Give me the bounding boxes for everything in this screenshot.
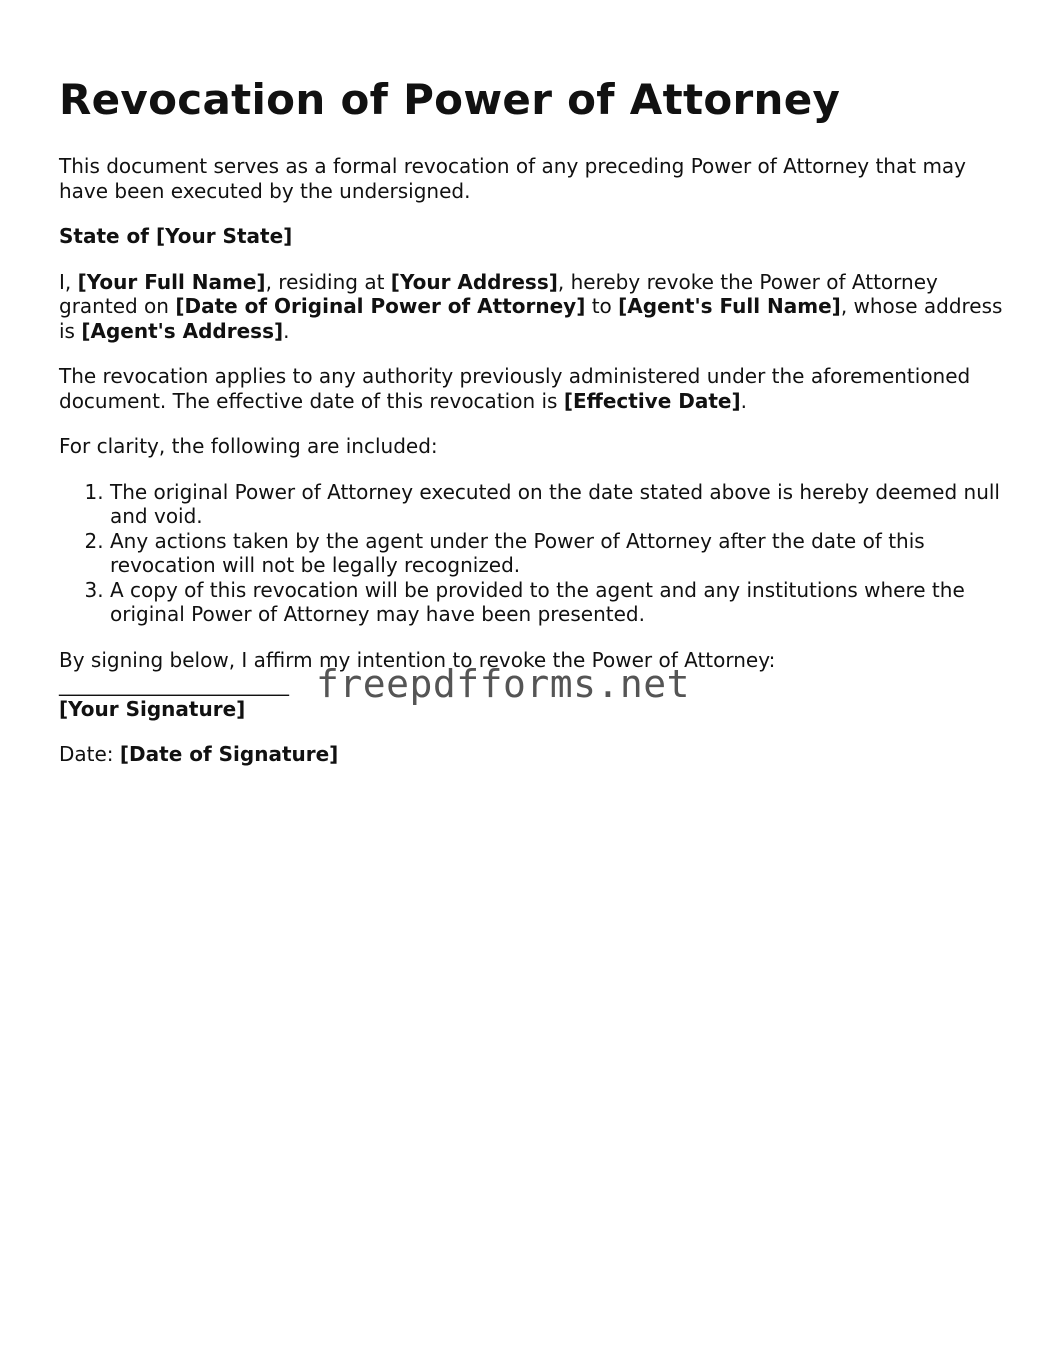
list-item: 2. Any actions taken by the agent under the Power of Attorney after the date of this revocation will not be legally recognized. bbox=[110, 529, 1009, 578]
signing-intro: By signing below, I affirm my intention to revoke the Power of Attorney: bbox=[59, 647, 776, 672]
address-placeholder: [Your Address] bbox=[390, 269, 558, 294]
effective-date-placeholder: [Effective Date] bbox=[563, 388, 741, 413]
date-label: Date: bbox=[59, 742, 120, 766]
signature-placeholder: [Your Signature] bbox=[59, 696, 246, 721]
revoke-text-3: , hereby revoke the Power of Attorney granted on bbox=[59, 269, 938, 318]
page-title: Revocation of Power of Attorney bbox=[59, 75, 841, 124]
effective-text-2: . bbox=[740, 388, 747, 413]
full-name-placeholder: [Your Full Name] bbox=[77, 269, 266, 294]
effective-paragraph bbox=[59, 364, 1009, 413]
revoke-text-1: I, bbox=[59, 269, 78, 294]
list-item: 1. The original Power of Attorney executed on the date stated above is hereby deemed null and void. bbox=[110, 480, 1009, 529]
agent-address-placeholder: [Agent's Address] bbox=[81, 318, 284, 343]
date-placeholder: [Date of Signature] bbox=[119, 742, 339, 766]
agent-name-placeholder: [Agent's Full Name] bbox=[618, 294, 841, 318]
revoke-text-5: , whose address is bbox=[59, 294, 1003, 343]
intro-paragraph: This document serves as a formal revocation of any preceding Power of Attorney that may have been executed by the undersigned. bbox=[59, 154, 967, 203]
clarity-intro: For clarity, the following are included: bbox=[59, 434, 438, 458]
list-item: 3. A copy of this revocation will be provided to the agent and any institutions where the original Power of Attorney may have been presented. bbox=[110, 578, 1009, 627]
state-placeholder: State of [Your State] bbox=[59, 224, 293, 248]
signature-line: _______________________ bbox=[59, 672, 289, 696]
state-line bbox=[59, 224, 1009, 249]
clarity-list bbox=[59, 480, 1009, 627]
watermark: freepdfforms.net bbox=[316, 662, 691, 706]
revoke-text-2: , residing at bbox=[265, 269, 391, 294]
effective-text-1: The revocation applies to any authority previously administered under the aforementioned document. The effective date of this revocation is bbox=[59, 364, 971, 413]
revocation-paragraph bbox=[59, 270, 1009, 344]
original-date-placeholder: [Date of Original Power of Attorney] bbox=[175, 294, 586, 318]
date-line bbox=[59, 742, 1009, 767]
revoke-text-4: to bbox=[585, 294, 619, 318]
revoke-text-6: . bbox=[283, 318, 290, 343]
